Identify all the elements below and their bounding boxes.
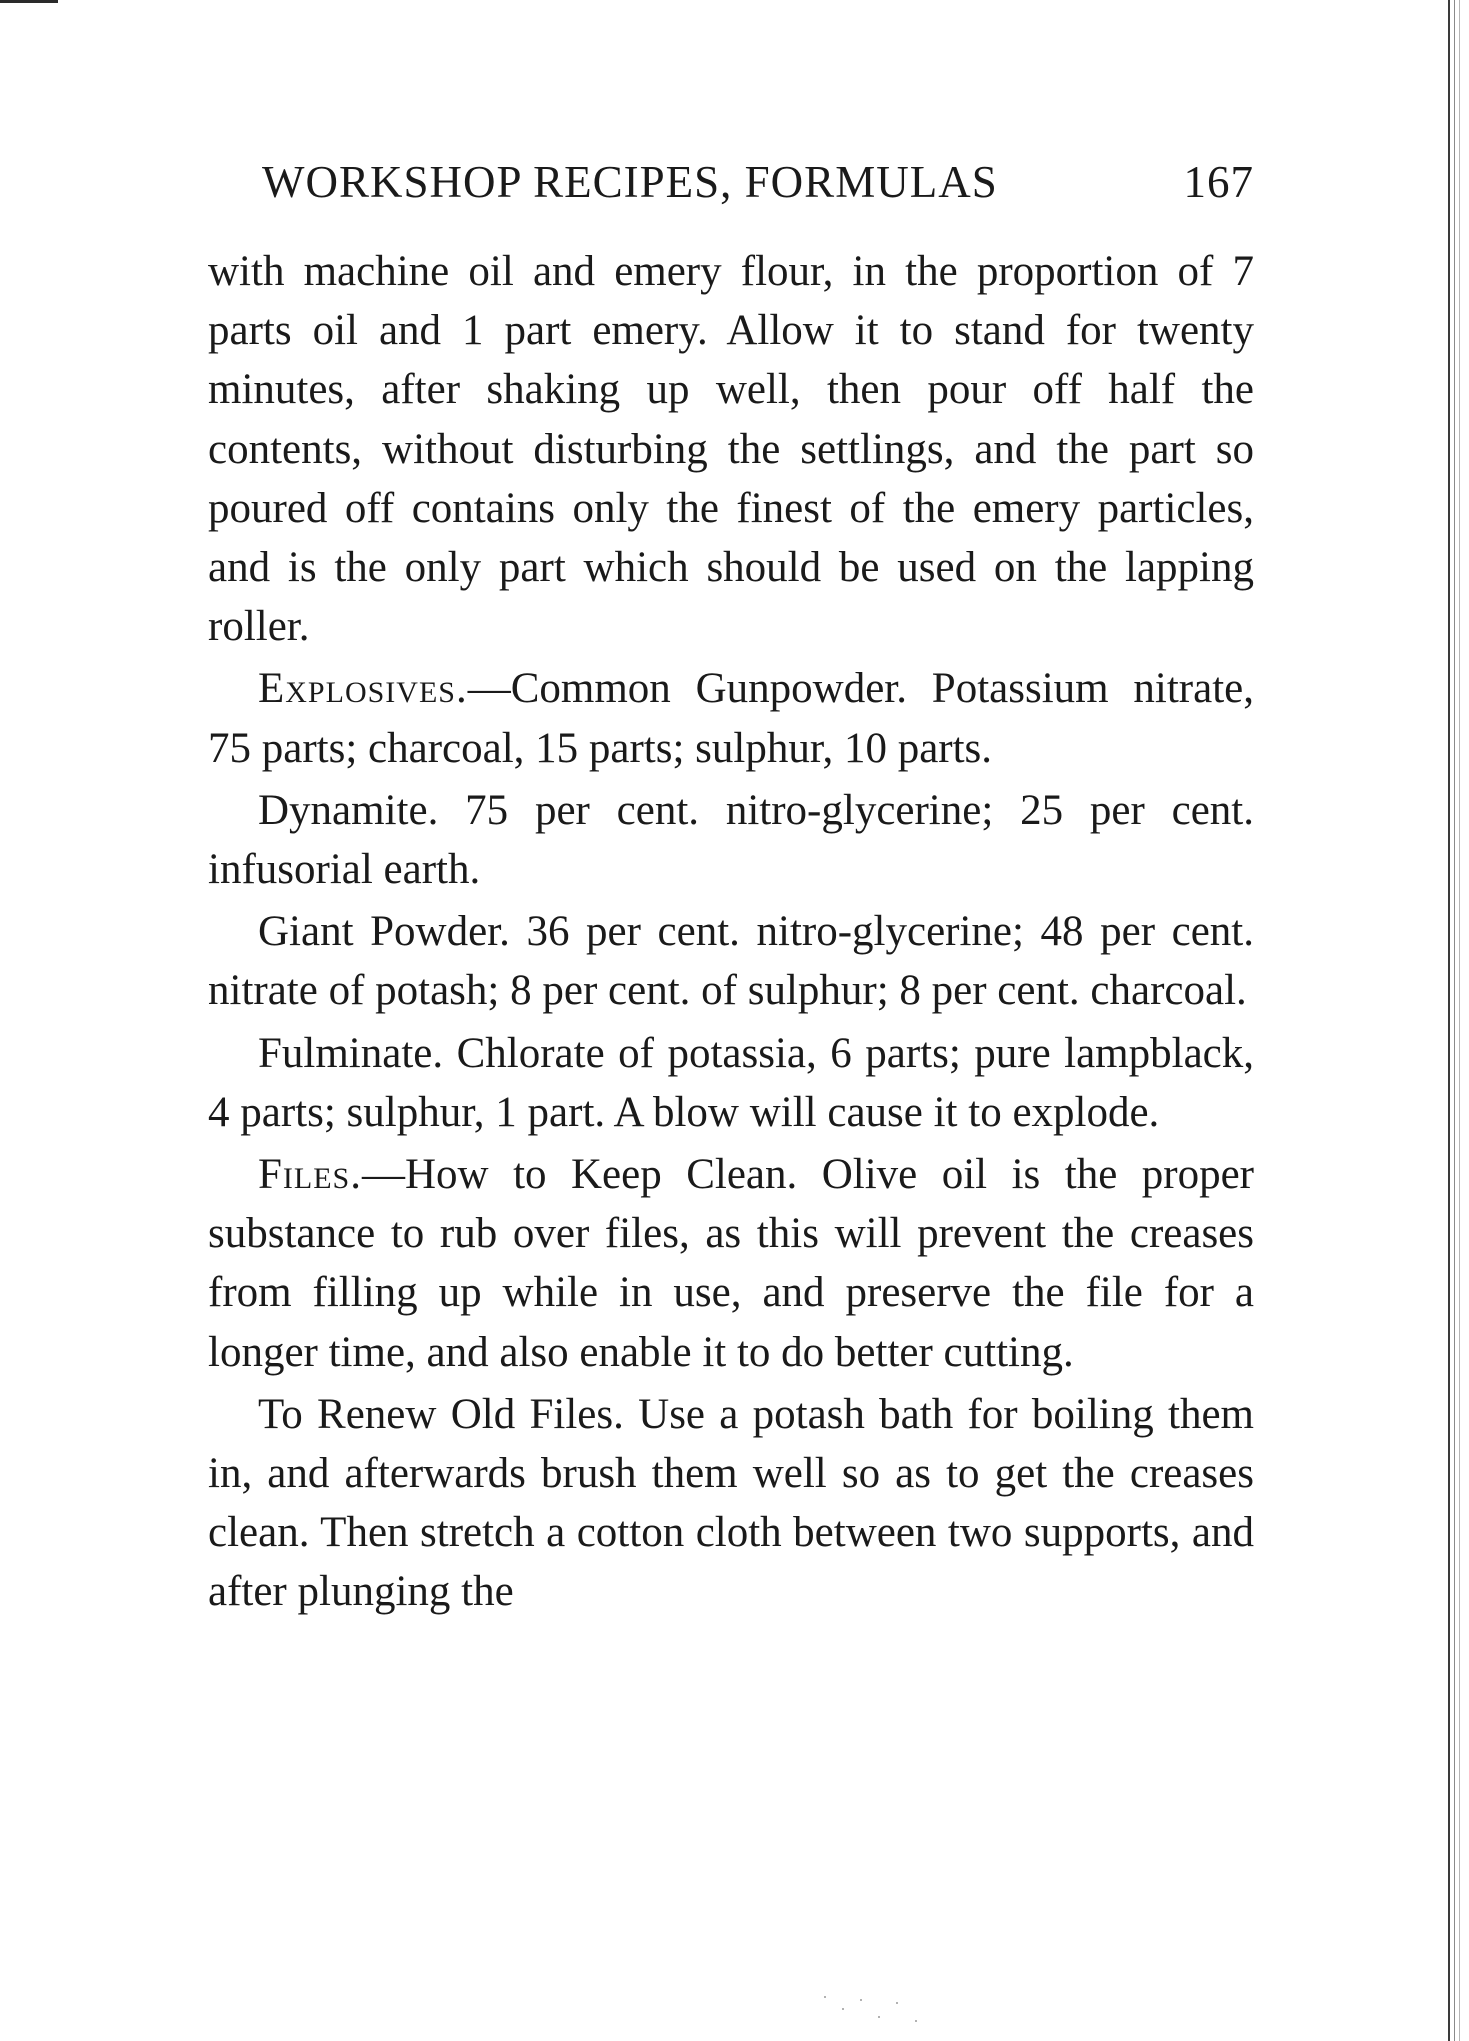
paper-speck — [878, 2016, 880, 2018]
page-edge-line — [1459, 0, 1460, 2041]
section-heading-explosives: Explosives. — [258, 665, 468, 713]
page-edge-line — [1454, 0, 1455, 2041]
paragraph-text: To Renew Old Files. Use a potash bath for boiling them in, and afterwards brush them well so as to get the creases clean. Then stretch a cotton cloth between two supports, and after plunging the — [208, 1390, 1254, 1616]
section-heading-files: Files. — [258, 1151, 362, 1199]
paragraph-giant-powder — [208, 902, 1254, 1020]
paragraph-files — [208, 1145, 1254, 1382]
paper-specks — [820, 1990, 940, 2030]
paragraph-explosives — [208, 659, 1254, 777]
paper-speck — [860, 1999, 862, 2001]
paragraph-fulminate — [208, 1024, 1254, 1142]
body-text — [208, 242, 1254, 1622]
paragraph-dynamite — [208, 781, 1254, 899]
paragraph-text: —How to Keep Clean. Olive oil is the proper substance to rub over files, as this will prevent the creases from filling up while in use, and preserve the file for a longer time, and also enable it to do better cutting. — [208, 1151, 1254, 1376]
paper-speck — [824, 1996, 826, 1998]
paper-speck — [915, 2020, 917, 2022]
paper-speck — [896, 2002, 898, 2004]
paragraph-lapping-continued — [208, 242, 1254, 656]
page-number: 167 — [1183, 157, 1254, 207]
paragraph-text: Dynamite. 75 per cent. nitro-glycerine; 25 per cent. infusorial earth. — [208, 786, 1254, 894]
page-edge-line — [1448, 0, 1450, 2041]
paragraph-text: with machine oil and emery flour, in the proportion of 7 parts oil and 1 part emery. Allow it to stand for twenty minutes, after shaking up well, then pour off half the contents, without disturbing the settlings, and the part so poured off contains only the finest of the emery particles, and is the only part which should be used on the lapping roller. — [208, 248, 1254, 651]
running-head — [262, 156, 1254, 212]
paragraph-renew-old-files — [208, 1385, 1254, 1622]
paragraph-text: Giant Powder. 36 per cent. nitro-glycerine; 48 per cent. nitrate of potash; 8 per cent. of sulphur; 8 per cent. charcoal. — [208, 908, 1254, 1015]
paper-speck — [842, 2008, 844, 2010]
paragraph-text: Fulminate. Chlorate of potassia, 6 parts; pure lampblack, 4 parts; sulphur, 1 part. A blow will cause it to explode. — [208, 1029, 1254, 1136]
running-head-title: WORKSHOP RECIPES, FORMULAS — [262, 157, 998, 207]
paragraph-text: —Common Gunpowder. Potassium nitrate, 75 parts; charcoal, 15 parts; sulphur, 10 parts. — [208, 665, 1254, 772]
scan-corner-mark — [0, 0, 58, 3]
